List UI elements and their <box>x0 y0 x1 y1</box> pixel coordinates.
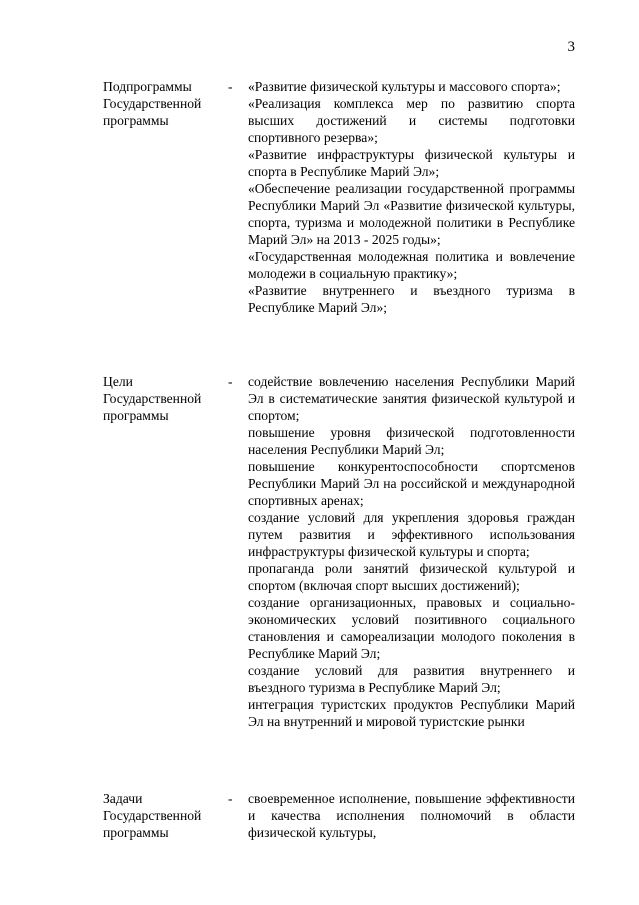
label-dash: - <box>228 79 233 94</box>
goal-item: пропаганда роли занятий физической культурой и спортом (включая спорт высших достижений); <box>248 561 575 593</box>
label-line: Цели <box>103 374 133 389</box>
label-line: программы <box>103 408 169 423</box>
section-content <box>248 790 575 841</box>
label-line: программы <box>103 113 169 128</box>
section-content <box>248 78 575 316</box>
label-dash: - <box>228 374 233 389</box>
subprogram-item: «Государственная молодежная политика и вовлечение молодежи в социальную практику»; <box>248 249 575 281</box>
label-line: программы <box>103 825 169 840</box>
section-label <box>103 790 223 841</box>
goal-item: создание организационных, правовых и социально-экономических условий позитивного социального становления и самореализации молодого поколения в Республике Марий Эл; <box>248 595 575 661</box>
section-content <box>248 373 575 730</box>
label-line: Подпрограммы <box>103 79 192 94</box>
label-line: Государственной <box>103 391 202 406</box>
page-number: 3 <box>567 39 575 55</box>
subprogram-item: «Реализация комплекса мер по развитию спорта высших достижений и системы подготовки спортивного резерва»; <box>248 96 575 145</box>
subprogram-item: «Развитие инфраструктуры физической культуры и спорта в Республике Марий Эл»; <box>248 147 575 179</box>
label-line: Государственной <box>103 808 202 823</box>
subprogram-item: «Развитие внутреннего и въездного туризма в Республике Марий Эл»; <box>248 283 575 315</box>
label-line: Задачи <box>103 791 143 806</box>
goal-item: повышение уровня физической подготовленности населения Республики Марий Эл; <box>248 425 575 457</box>
goal-item: интеграция туристских продуктов Республики Марий Эл на внутренний и мировой туристские рынки <box>248 697 575 729</box>
goal-item: создание условий для развития внутреннего и въездного туризма в Республике Марий Эл; <box>248 663 575 695</box>
task-item: своевременное исполнение, повышение эффективности и качества исполнения полномочий в области физической культуры, <box>248 791 575 840</box>
goal-item: создание условий для укрепления здоровья граждан путем развития и эффективного использования инфраструктуры физической культуры и спорта; <box>248 510 575 559</box>
goal-item: содействие вовлечению населения Республики Марий Эл в систематические занятия физической культурой и спортом; <box>248 374 575 423</box>
section-label <box>103 373 223 424</box>
subprogram-item: «Обеспечение реализации государственной программы Республики Марий Эл «Развитие физической культуры, спорта, туризма и молодежной политики в Республике Марий Эл» на 2013 - 2025 годы»; <box>248 181 575 247</box>
label-dash: - <box>228 791 233 806</box>
label-line: Государственной <box>103 96 202 111</box>
subprogram-item: «Развитие физической культуры и массового спорта»; <box>248 79 561 94</box>
goal-item: повышение конкурентоспособности спортсменов Республики Марий Эл на российской и международной спортивных аренах; <box>248 459 575 508</box>
section-label <box>103 78 223 129</box>
